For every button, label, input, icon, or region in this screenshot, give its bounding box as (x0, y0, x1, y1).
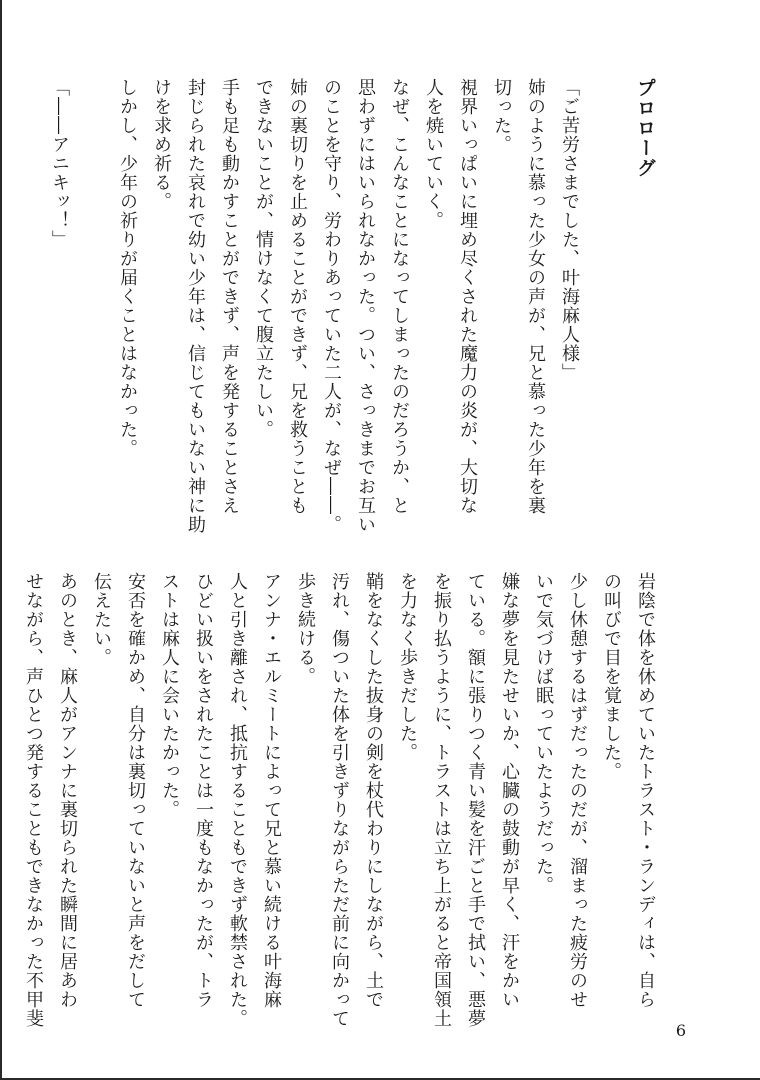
text-block-bottom (16, 572, 662, 1028)
text-line: 封じられた哀れで幼い少年は、信じてもいない神に助 (185, 78, 206, 534)
text-line: 安否を確かめ、自分は裏切っていないと声をだして (125, 572, 146, 1009)
text-line: ひどい扱いをされたことは一度もなかったが、トラ (193, 572, 214, 1009)
text-line: 「ご苦労さまでした、叶海麻人様」 (559, 78, 580, 382)
text-line: ている。額に張りつく青い髪を汗ごと手で拭い、悪夢 (465, 572, 486, 1028)
page-edge-left (0, 0, 2, 1080)
text-line: ストは麻人に会いたかった。 (159, 572, 180, 819)
text-line: 手も足も動かすことができず、声を発することさえ (219, 78, 240, 515)
text-line: けを求め祈る。 (151, 78, 172, 211)
chapter-title: プロローグ (634, 78, 656, 178)
text-block-top (42, 78, 662, 534)
text-line: 人と引き離され、抵抗することもできず軟禁された。 (227, 572, 248, 1028)
text-line: 鞘をなくした抜身の剣を杖代わりにしながら、土で (363, 572, 384, 1009)
text-line: しかし、少年の祈りが届くことはなかった。 (117, 78, 138, 458)
text-line: なぜ、こんなことになってしまったのだろうか、と (389, 78, 410, 515)
text-line: 歩き続ける。 (295, 572, 316, 686)
text-line: のことを守り、労わりあっていた二人が、なぜ――。 (321, 78, 342, 534)
text-line: を振り払うように、トラストは立ち上がると帝国領土 (431, 572, 452, 1028)
blank-line (76, 78, 110, 508)
text-line: 人を焼いていく。 (423, 78, 444, 230)
text-line: せながら、声ひとつ発することもできなかった不甲斐 (23, 572, 44, 1028)
text-line: 思わずにはいられなかった。つい、さっきまでお互い (355, 78, 376, 534)
text-line: 汚れ、傷ついた体を引きずりながらただ前に向かって (329, 572, 350, 1028)
text-line: できないことが、情けなくて腹立たしい。 (253, 78, 274, 439)
text-line: あのとき、麻人がアンナに裏切られた瞬間に居あわ (57, 572, 78, 1009)
text-line: 伝えたい。 (91, 572, 112, 667)
text-line: 少し休憩するはずだったのだが、溜まった疲労のせ (567, 572, 588, 1009)
text-line: 岩陰で体を休めていたトラスト・ランディは、自ら (635, 572, 656, 1009)
text-line: の叫びで目を覚ました。 (601, 572, 622, 781)
text-line: アンナ・エルミートによって兄と慕い続ける叶海麻 (261, 572, 282, 1009)
text-line: 切った。 (491, 78, 512, 154)
text-line: 姉の裏切りを止めることができず、兄を救うことも (287, 78, 308, 515)
text-line: 「――アニキッ！」 (49, 78, 70, 249)
text-line: を力なく歩きだした。 (397, 572, 418, 762)
text-line: 視界いっぱいに埋め尽くされた魔力の炎が、大切な (457, 78, 478, 515)
page-number: 6 (675, 1021, 686, 1040)
text-line: 姉のように慕った少女の声が、兄と慕った少年を裏 (525, 78, 546, 515)
text-line: いで気づけば眠っていたようだった。 (533, 572, 554, 895)
text-line: 嫌な夢を見たせいか、心臓の鼓動が早く、汗をかい (499, 572, 520, 1009)
